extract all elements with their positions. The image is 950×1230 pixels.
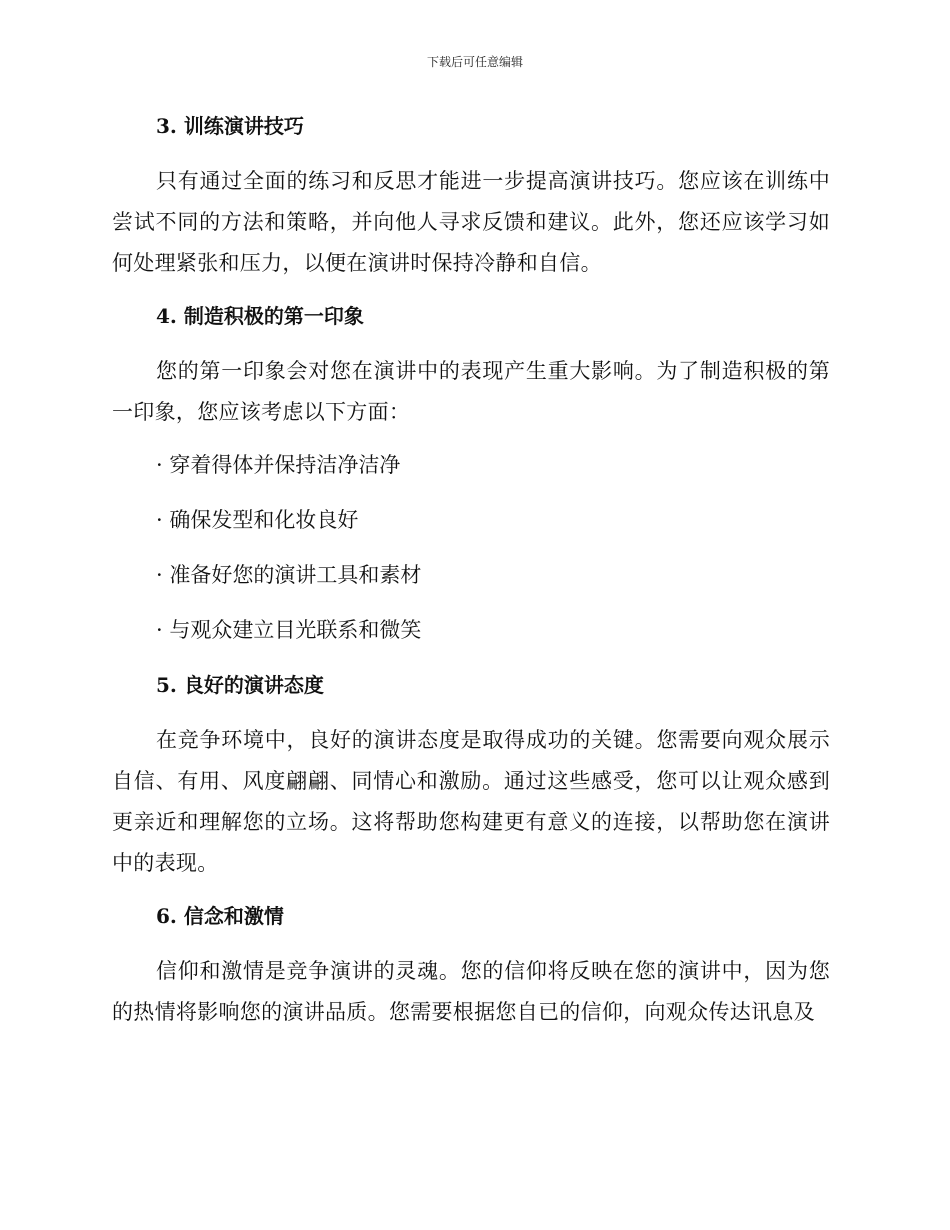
section-paragraph-6: 信仰和激情是竞争演讲的灵魂。您的信仰将反映在您的演讲中，因为您的热情将影响您的演讲品质。您需要根据您自已的信仰，向观众传达讯息及 bbox=[112, 959, 830, 1024]
page-header: 下载后可任意编辑 bbox=[426, 55, 523, 69]
section-paragraph-4: 您的第一印象会对您在演讲中的表现产生重大影响。为了制造积极的第一印象，您应该考虑以下方面： bbox=[112, 359, 830, 424]
document-body bbox=[112, 110, 830, 1049]
section-paragraph-5: 在竞争环境中，良好的演讲态度是取得成功的关键。您需要向观众展示自信、有用、风度翩翩、同情心和激励。通过这些感受，您可以让观众感到更亲近和理解您的立场。这将帮助您构建更有意义的连接，以帮助您在演讲中的表现。 bbox=[112, 728, 830, 875]
list-item: · 确保发型和化妆良好 bbox=[156, 508, 359, 532]
list-item: · 准备好您的演讲工具和素材 bbox=[156, 563, 422, 587]
list-item: · 与观众建立目光联系和微笑 bbox=[156, 618, 422, 642]
section-heading-4: 4. 制造积极的第一印象 bbox=[156, 304, 364, 328]
section-heading-3: 3. 训练演讲技巧 bbox=[156, 114, 304, 138]
section-paragraph-3: 只有通过全面的练习和反思才能进一步提高演讲技巧。您应该在训练中尝试不同的方法和策略，并向他人寻求反馈和建议。此外，您还应该学习如何处理紧张和压力，以便在演讲时保持冷静和自信。 bbox=[112, 169, 830, 275]
section-heading-5: 5. 良好的演讲态度 bbox=[156, 673, 324, 697]
list-item: · 穿着得体并保持洁净洁净 bbox=[156, 453, 401, 477]
section-heading-6: 6. 信念和激情 bbox=[156, 904, 284, 928]
